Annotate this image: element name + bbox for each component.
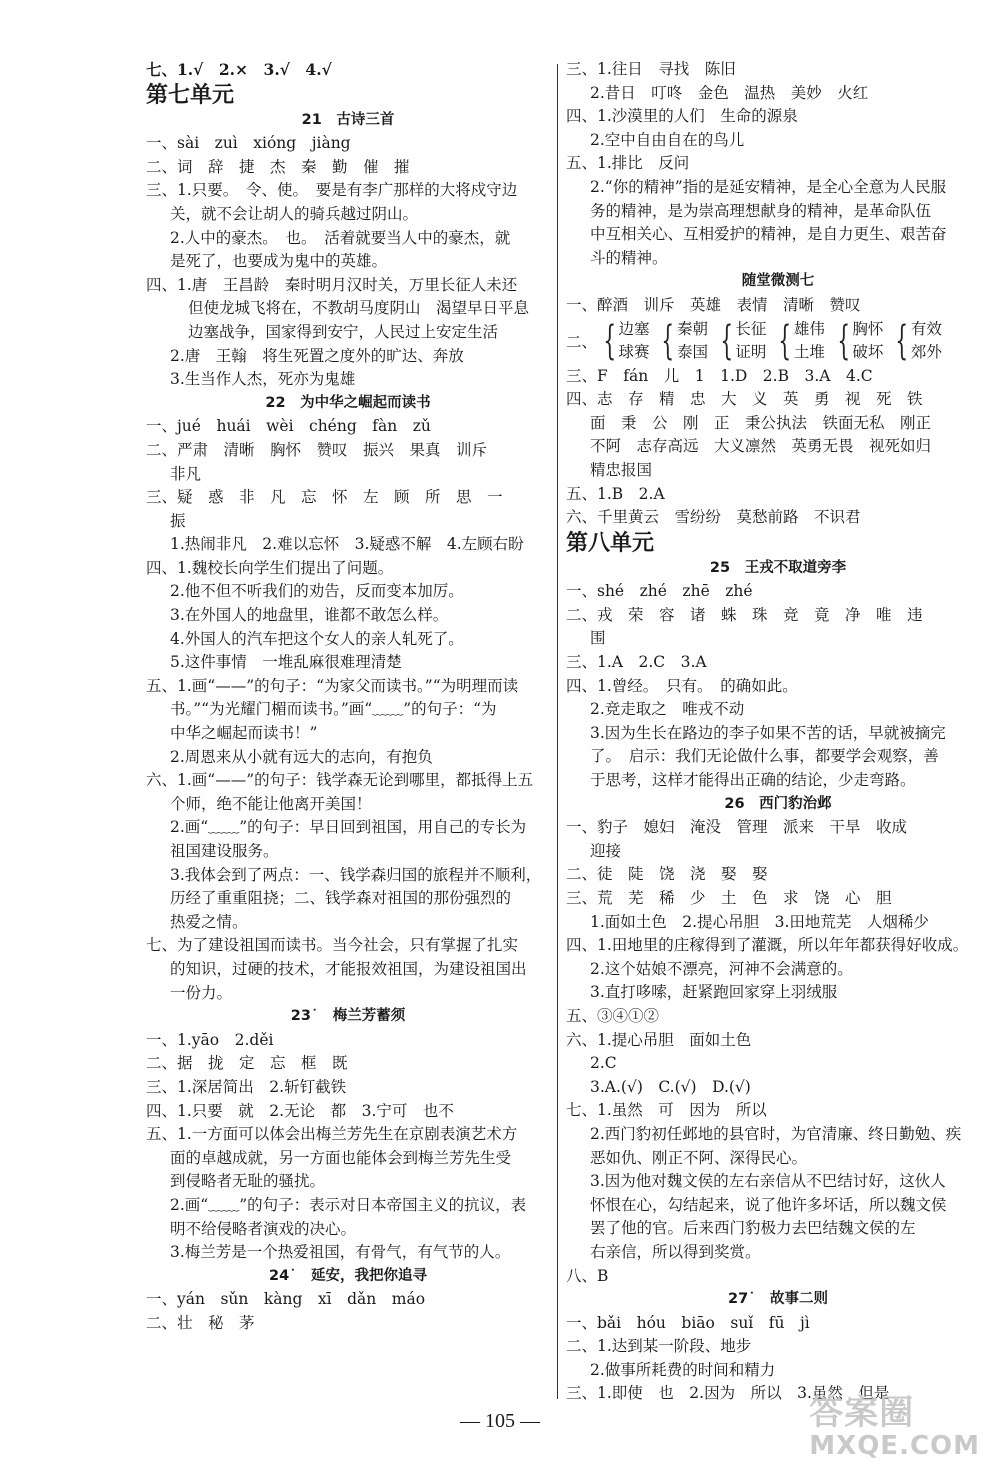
brace-pair bbox=[889, 318, 941, 364]
answer-line: 五、1.排比 反问 bbox=[566, 154, 690, 173]
brace-word: 雄伟 bbox=[793, 320, 825, 339]
answer-line: 2.空中自由自在的鸟儿 bbox=[590, 130, 745, 149]
brace-prefix: 二、 bbox=[566, 333, 598, 352]
answer-line: 二、词 辞 捷 杰 秦 勤 催 摧 bbox=[146, 157, 410, 176]
answer-line: 4.外国人的汽车把这个女人的亲人轧死了。 bbox=[170, 629, 464, 648]
answer-line: 3.在外国人的地盘里，谁都不敢怎么样。 bbox=[170, 606, 449, 625]
answer-line: 三、疑 惑 非 凡 忘 怀 左 顾 所 思 一 bbox=[146, 488, 503, 507]
answer-line: 3.因为他对魏文侯的左右亲信从不巴结讨好，这伙人 bbox=[590, 1172, 946, 1191]
lesson-title: 26 西门豹治邺 bbox=[724, 795, 832, 812]
answer-line: 边塞战争，国家得到安宁，人民过上安定生活 bbox=[188, 322, 499, 341]
answer-line: 七、1.√ 2.× 3.√ 4.√ bbox=[146, 60, 332, 79]
answer-line: 3.梅兰芳是一个热爱祖国，有骨气，有气节的人。 bbox=[170, 1243, 511, 1262]
answer-line: 一、jué huái wèi chéng fàn zǔ bbox=[146, 417, 431, 436]
answer-line: 二、徒 陡 饶 浇 娶 娶 bbox=[566, 865, 768, 884]
brace-icon: { bbox=[778, 318, 792, 365]
answer-line: 5.这件事情 一堆乱麻很难理清楚 bbox=[170, 653, 402, 672]
answer-line: 四、1.曾经。 只有。 的确如此。 bbox=[566, 676, 798, 695]
answer-line: 务的精神，是为崇高理想献身的精神，是革命队伍 bbox=[590, 201, 932, 220]
page-number: — 105 — bbox=[460, 1410, 540, 1432]
answer-line: 六、1.画“——”的句子：钱学森无论到哪里，都抵得上五 bbox=[146, 771, 534, 790]
answer-line: 2.画“﹏﹏”的句子：表示对日本帝国主义的抗议，表 bbox=[170, 1195, 527, 1214]
brace-icon: { bbox=[720, 318, 734, 365]
brace-word: 有效 bbox=[910, 320, 942, 339]
lesson-title: 21 古诗三首 bbox=[301, 111, 395, 128]
column-divider bbox=[557, 64, 558, 1399]
answer-line: 四、1.魏校长向学生们提出了问题。 bbox=[146, 558, 394, 577]
answer-line: 一、1.yāo 2.děi bbox=[146, 1030, 274, 1049]
answer-line: 明不给侵略者演戏的决心。 bbox=[170, 1219, 357, 1238]
answer-line: 面 秉 公 刚 正 秉公执法 铁面无私 刚正 bbox=[590, 413, 932, 432]
answer-line: 七、1.虽然 可 因为 所以 bbox=[566, 1101, 767, 1120]
answer-line: 五、1.一方面可以体会出梅兰芳先生在京剧表演艺术方 bbox=[146, 1125, 518, 1144]
answer-line: 三、1.往日 寻找 陈旧 bbox=[566, 60, 736, 78]
brace-pair bbox=[714, 318, 766, 364]
answer-line: 热爱之情。 bbox=[170, 912, 248, 931]
answer-line: 三、1.深居简出 2.斩钉截铁 bbox=[146, 1077, 347, 1096]
answer-line: 了。 启示：我们无论做什么事，都要学会观察，善 bbox=[590, 747, 939, 766]
answer-line: 一份力。 bbox=[170, 983, 233, 1002]
answer-line: 2.唐 王翰 将生死置之度外的旷达、奔放 bbox=[170, 346, 464, 365]
answer-line: 一、shé zhé zhē zhé bbox=[566, 582, 753, 601]
answer-line: 3.因为生长在路边的李子如果不苦的话，早就被摘完 bbox=[590, 723, 946, 742]
answer-line: 一、豹子 媳妇 淹没 管理 派来 干旱 收成 bbox=[566, 818, 908, 837]
answer-line: 二、严肃 清晰 胸怀 赞叹 振兴 果真 训斥 bbox=[146, 440, 488, 459]
watermark-text: 答案圈 bbox=[809, 1393, 915, 1433]
answer-line: 2.昔日 叮咚 金色 温热 美妙 火红 bbox=[590, 83, 869, 102]
watermark-logo bbox=[809, 1395, 980, 1461]
answer-line: 三、荒 芜 稀 少 土 色 求 饶 心 胆 bbox=[566, 889, 892, 907]
answer-line: 的知识，过硬的技术，才能报效祖国，为建设祖国出 bbox=[170, 959, 527, 978]
brace-word: 破坏 bbox=[852, 343, 884, 362]
answer-line: 右亲信，所以得到奖赏。 bbox=[590, 1242, 761, 1261]
unit-heading: 第八单元 bbox=[566, 530, 655, 556]
answer-line: 怀恨在心，勾结起来，说了他许多坏话，所以魏文侯 bbox=[590, 1195, 947, 1214]
answer-line: 于思考，这样才能得出正确的结论，少走弯路。 bbox=[590, 771, 916, 790]
answer-line: 3.A.(√) C.(√) D.(√) bbox=[590, 1077, 751, 1096]
answer-line: 2.西门豹初任邺地的县官时，为官清廉、终日勤勉、疾 bbox=[590, 1124, 962, 1143]
answer-line: 但使龙城飞将在，不教胡马度阴山 渴望早日平息 bbox=[188, 299, 530, 318]
answer-line: 二、戎 荣 容 诸 蛛 珠 竞 竟 净 唯 违 bbox=[566, 605, 923, 624]
right-column bbox=[566, 58, 990, 1406]
lesson-title: 27˙ 故事二则 bbox=[728, 1291, 828, 1308]
brace-word: 土堆 bbox=[793, 343, 825, 362]
answer-line: 迎接 bbox=[590, 841, 622, 860]
answer-line: 斗的精神。 bbox=[590, 248, 668, 267]
watermark-url: MXQE.COM bbox=[809, 1431, 980, 1461]
brace-icon: { bbox=[895, 318, 909, 365]
answer-line: 八、B bbox=[566, 1266, 609, 1285]
brace-icon: { bbox=[661, 318, 675, 365]
answer-line: 历经了重重阻挠；二、钱学森对祖国的那份强烈的 bbox=[170, 889, 512, 908]
brace-word: 证明 bbox=[735, 343, 767, 362]
answer-line: 四、1.沙漠里的人们 生命的源泉 bbox=[566, 107, 798, 126]
brace-word: 胸怀 bbox=[852, 320, 884, 339]
brace-pair bbox=[597, 318, 649, 364]
answer-line: 3.生当作人杰，死亦为鬼雄 bbox=[170, 370, 356, 389]
answer-line: 四、1.只要 就 2.无论 都 3.宁可 也不 bbox=[146, 1101, 454, 1120]
answer-line: 精忠报国 bbox=[590, 460, 653, 479]
answer-line: 罢了他的官。后来西门豹极力去巴结魏文侯的左 bbox=[590, 1219, 916, 1238]
answer-line: 四、1.唐 王昌龄 秦时明月汉时关，万里长征人未还 bbox=[146, 275, 518, 294]
answer-line: 一、yán sǔn kàng xī dǎn máo bbox=[146, 1290, 426, 1309]
brace-pair bbox=[831, 318, 883, 364]
answer-line: 个师，绝不能让他离开美国！ bbox=[170, 794, 372, 813]
answer-line: 一、sài zuì xióng jiàng bbox=[146, 134, 351, 153]
answer-line: 面的卓越成就，另一方面也能体会到梅兰芳先生受 bbox=[170, 1148, 512, 1167]
answer-line: 2.做事所耗费的时间和精力 bbox=[590, 1360, 776, 1379]
brace-pair bbox=[772, 318, 824, 364]
brace-word: 郊外 bbox=[910, 343, 942, 362]
answer-line: 2.他不但不听我们的劝告，反而变本加厉。 bbox=[170, 582, 464, 601]
answer-line: 三、1.只要。 令、使。 要是有李广那样的大将戍守边 bbox=[146, 181, 518, 200]
answer-line: 三、1.A 2.C 3.A bbox=[566, 653, 707, 672]
answer-line: 一、bǎi hóu biāo suǐ fū jì bbox=[566, 1313, 810, 1332]
answer-line: 四、志 存 精 忠 大 义 英 勇 视 死 铁 bbox=[566, 390, 923, 409]
answer-line: 中华之崛起而读书！” bbox=[170, 724, 318, 743]
brace-word-groups bbox=[566, 318, 990, 365]
brace-word: 泰国 bbox=[676, 343, 708, 362]
answer-line: 二、壮 秘 茅 bbox=[146, 1313, 255, 1332]
answer-line: 到侵略者无耻的骚扰。 bbox=[170, 1172, 326, 1191]
lesson-title: 23˙ 梅兰芳蓄须 bbox=[290, 1008, 406, 1025]
answer-line: 2.竞走取之 唯戎不动 bbox=[590, 700, 745, 719]
answer-line: 二、据 拢 定 忘 框 既 bbox=[146, 1054, 348, 1073]
answer-line: 二、1.达到某一阶段、地步 bbox=[566, 1337, 752, 1356]
answer-line: 3.我体会到了两点：一、钱学森归国的旅程并不顺利， bbox=[170, 865, 542, 884]
answer-line: 1.热闹非凡 2.难以忘怀 3.疑惑不解 4.左顾右盼 bbox=[170, 535, 524, 554]
answer-line: 1.面如土色 2.提心吊胆 3.田地荒芜 人烟稀少 bbox=[590, 912, 929, 931]
left-column bbox=[146, 58, 550, 1335]
answer-line: 不阿 志存高远 大义凛然 英勇无畏 视死如归 bbox=[590, 437, 932, 456]
brace-word: 球赛 bbox=[618, 343, 650, 362]
answer-line: 2.画“﹏﹏”的句子：早日回到祖国，用自己的专长为 bbox=[170, 818, 527, 837]
answer-line: 祖国建设服务。 bbox=[170, 842, 279, 860]
brace-pair bbox=[655, 318, 707, 364]
answer-line: 振 bbox=[170, 511, 186, 530]
answer-line: 七、为了建设祖国而读书。当今社会，只有掌握了扎实 bbox=[146, 936, 519, 955]
answer-line: 关，就不会让胡人的骑兵越过阴山。 bbox=[170, 204, 419, 223]
answer-line: 恶如仇、刚正不阿、深得民心。 bbox=[590, 1148, 808, 1167]
answer-line: 2.周恩来从小就有远大的志向，有抱负 bbox=[170, 747, 433, 766]
answer-line: 六、1.提心吊胆 面如土色 bbox=[566, 1030, 752, 1049]
brace-icon: { bbox=[603, 318, 617, 365]
answer-line: 三、1.即使 也 2.因为 所以 3.虽然 但是 bbox=[566, 1384, 890, 1403]
answer-line: 一、醉酒 训斥 英雄 表情 清晰 赞叹 bbox=[566, 295, 861, 314]
brace-icon: { bbox=[837, 318, 850, 365]
answer-line: 2.人中的豪杰。 也。 活着就要当人中的豪杰，就 bbox=[170, 228, 511, 247]
answer-line: 五、③④①② bbox=[566, 1006, 660, 1025]
brace-word: 秦朝 bbox=[676, 320, 708, 339]
answer-line: 六、千里黄云 雪纷纷 莫愁前路 不识君 bbox=[566, 508, 861, 527]
answer-line: 3.直打哆嗦，赶紧跑回家穿上羽绒服 bbox=[590, 983, 838, 1002]
brace-word: 边塞 bbox=[618, 320, 650, 339]
lesson-title: 22 为中华之崛起而读书 bbox=[265, 394, 431, 411]
answer-line: 围 bbox=[590, 629, 606, 648]
answer-line: 五、1.画“——”的句子：“为家父而读书。”“为明理而读 bbox=[146, 676, 519, 695]
brace-word: 长征 bbox=[735, 320, 767, 339]
unit-heading: 第七单元 bbox=[146, 82, 235, 108]
answer-line: 是死了，也要成为鬼中的英雄。 bbox=[170, 252, 388, 271]
lesson-title: 25 王戎不取道旁李 bbox=[709, 559, 847, 576]
lesson-title: 24˙ 延安，我把你追寻 bbox=[269, 1267, 427, 1284]
answer-line: 五、1.B 2.A bbox=[566, 484, 665, 503]
answer-line: 四、1.田地里的庄稼得到了灌溉，所以年年都获得好收成。 bbox=[566, 936, 969, 955]
answer-line: 三、F fán 儿 1 1.D 2.B 3.A 4.C bbox=[566, 366, 873, 385]
answer-line: 2.“你的精神”指的是延安精神，是全心全意为人民服 bbox=[590, 177, 947, 196]
answer-line: 中互相关心、互相爱护的精神，是自力更生、艰苦奋 bbox=[590, 225, 947, 244]
answer-line: 2.C bbox=[590, 1054, 617, 1073]
lesson-title: 随堂微测七 bbox=[741, 273, 815, 290]
answer-line: 书。”“为光耀门楣而读书。”画“﹏﹏”的句子：“为 bbox=[170, 700, 497, 719]
answer-line: 非凡 bbox=[170, 464, 202, 483]
answer-line: 2.这个姑娘不漂亮，河神不会满意的。 bbox=[590, 959, 853, 978]
